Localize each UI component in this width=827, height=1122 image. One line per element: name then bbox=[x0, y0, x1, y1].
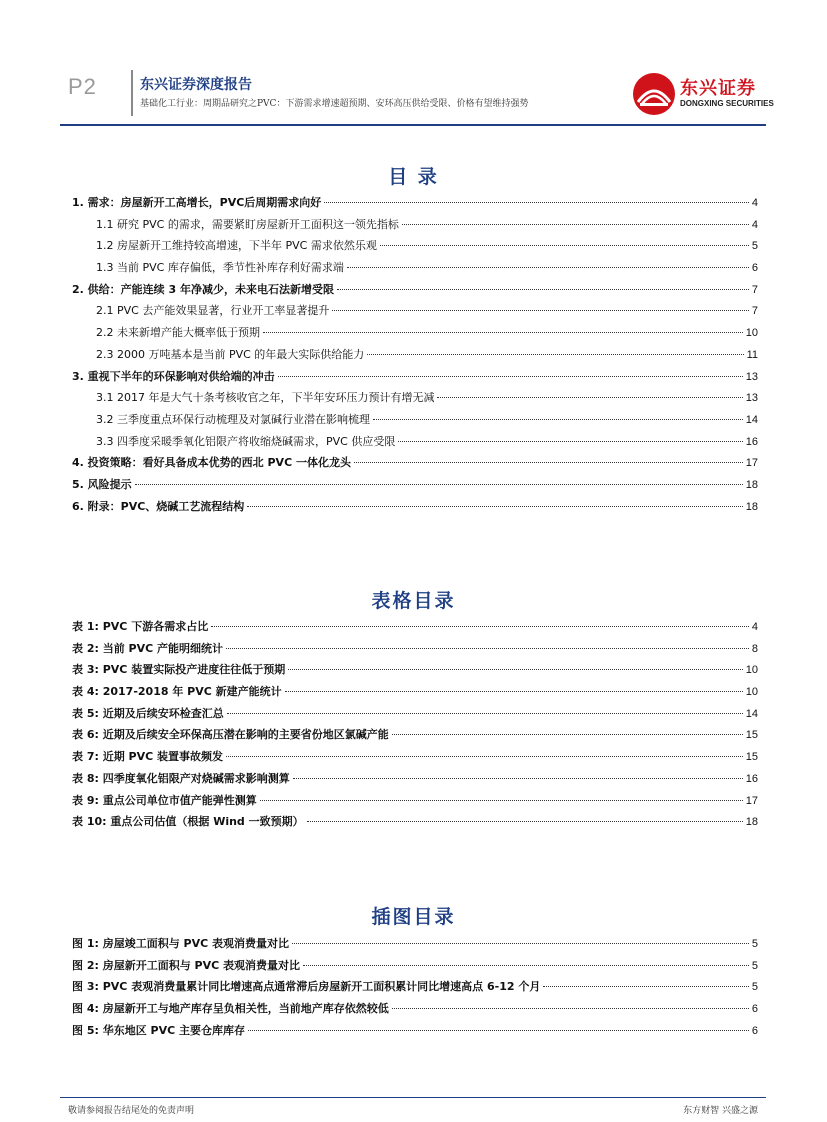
dot-leader bbox=[285, 691, 743, 692]
table-toc-entry-page: 10 bbox=[745, 686, 758, 699]
dot-leader bbox=[373, 419, 743, 420]
dot-leader bbox=[226, 756, 743, 757]
logo-mark-icon bbox=[632, 72, 676, 116]
figure-toc-entry-page: 5 bbox=[751, 938, 758, 950]
table-toc-entry-page: 16 bbox=[745, 772, 758, 785]
toc-entry[interactable] bbox=[72, 346, 758, 368]
dot-leader bbox=[135, 484, 743, 485]
table-toc-entry-text: 表 3: PVC 装置实际投产进度往往低于预期 bbox=[72, 663, 286, 677]
toc-entry[interactable] bbox=[72, 281, 758, 303]
dot-leader bbox=[437, 397, 742, 398]
toc-entry[interactable] bbox=[72, 259, 758, 281]
table-toc-entry-text: 表 6: 近期及后续安全环保高压潜在影响的主要省份地区氯碱产能 bbox=[72, 728, 389, 742]
toc-entry-page: 4 bbox=[751, 218, 758, 231]
toc-entry-text: 3. 重视下半年的环保影响对供给端的冲击 bbox=[72, 369, 275, 383]
toc-entry[interactable] bbox=[72, 368, 758, 390]
toc-entry[interactable] bbox=[72, 194, 758, 216]
toc-entry-text: 3.1 2017 年是大气十条考核收官之年，下半年安环压力预计有增无减 bbox=[96, 391, 435, 405]
figure-toc-entry[interactable] bbox=[72, 1000, 758, 1022]
tables-toc-title: 表格目录 bbox=[371, 590, 456, 612]
dot-leader bbox=[392, 1008, 749, 1009]
table-toc-entry-text: 表 7: 近期 PVC 装置事故频发 bbox=[72, 750, 224, 764]
toc-entry-text: 3.2 三季度重点环保行动梳理及对氯碱行业潜在影响梳理 bbox=[96, 412, 370, 426]
header-rule bbox=[60, 124, 766, 126]
dot-leader bbox=[247, 506, 742, 507]
dot-leader bbox=[392, 734, 743, 735]
figures-toc-title: 插图目录 bbox=[371, 906, 456, 928]
toc-entry-text: 5. 风险提示 bbox=[72, 477, 132, 491]
toc-entry-page: 11 bbox=[746, 348, 758, 361]
dot-leader bbox=[292, 943, 749, 944]
table-toc-entry[interactable] bbox=[72, 683, 758, 705]
figure-toc-entry-text: 图 3: PVC 表观消费量累计同比增速高点通常滞后房屋新开工面积累计同比增速高点 6-12 个月 bbox=[72, 980, 541, 994]
toc-entry-text: 2.2 未来新增产能大概率低于预期 bbox=[96, 326, 260, 340]
dot-leader bbox=[248, 1030, 749, 1031]
toc-entry-page: 18 bbox=[745, 478, 758, 491]
dot-leader bbox=[260, 800, 743, 801]
page-header bbox=[0, 0, 827, 130]
dot-leader bbox=[278, 376, 743, 377]
dot-leader bbox=[293, 778, 743, 779]
toc-entry-text: 2. 供给：产能连续 3 年净减少，未来电石法新增受限 bbox=[72, 282, 334, 296]
toc-entry-page: 7 bbox=[751, 283, 758, 296]
toc-entry[interactable] bbox=[72, 498, 758, 520]
table-toc-entry[interactable] bbox=[72, 726, 758, 748]
figure-toc-entry[interactable] bbox=[72, 935, 758, 957]
dot-leader bbox=[307, 821, 743, 822]
logo-text-en: DONGXING SECURITIES bbox=[680, 99, 774, 108]
table-toc-entry[interactable] bbox=[72, 770, 758, 792]
toc-entry-text: 2.1 PVC 去产能效果显著，行业开工率显著提升 bbox=[96, 304, 330, 318]
dot-leader bbox=[211, 626, 749, 627]
table-toc-entry-text: 表 4: 2017-2018 年 PVC 新建产能统计 bbox=[72, 685, 282, 699]
dot-leader bbox=[347, 267, 749, 268]
footer-rule bbox=[60, 1097, 766, 1098]
figure-toc-entry[interactable] bbox=[72, 957, 758, 979]
table-toc-entry-text: 表 10: 重点公司估值（根据 Wind 一致预期） bbox=[72, 815, 304, 829]
page-number: P2 bbox=[68, 74, 97, 99]
table-toc-entry-page: 4 bbox=[751, 621, 758, 633]
table-toc-entry[interactable] bbox=[72, 813, 758, 835]
dot-leader bbox=[324, 202, 749, 203]
toc-entry-page: 13 bbox=[745, 392, 758, 405]
table-toc-entry-page: 14 bbox=[745, 707, 758, 720]
footer-slogan: 东方财智 兴盛之源 bbox=[683, 1106, 758, 1116]
table-toc-entry-text: 表 1: PVC 下游各需求占比 bbox=[72, 620, 209, 633]
toc-entry-page: 13 bbox=[745, 370, 758, 383]
table-toc-entry-page: 8 bbox=[751, 642, 758, 655]
table-toc-entry-text: 表 9: 重点公司单位市值产能弹性测算 bbox=[72, 793, 257, 807]
toc-list bbox=[72, 194, 758, 519]
toc-entry-page: 17 bbox=[745, 457, 758, 470]
toc-entry-text: 4. 投资策略：看好具备成本优势的西北 PVC 一体化龙头 bbox=[72, 456, 351, 470]
report-subtitle: 基础化工行业：周期品研究之PVC：下游需求增速超预期、安环高压供给受限、价格有望维持强势 bbox=[140, 99, 529, 109]
dot-leader bbox=[227, 713, 743, 714]
toc-entry[interactable] bbox=[72, 302, 758, 324]
toc-entry-page: 18 bbox=[745, 500, 758, 513]
toc-entry[interactable] bbox=[72, 476, 758, 498]
figure-toc-entry-page: 5 bbox=[751, 981, 758, 994]
toc-entry[interactable] bbox=[72, 389, 758, 411]
toc-entry[interactable] bbox=[72, 216, 758, 238]
footer-disclaimer: 敬请参阅报告结尾处的免责声明 bbox=[68, 1106, 195, 1116]
toc-entry-text: 1.2 房屋新开工维持较高增速，下半年 PVC 需求依然乐观 bbox=[96, 239, 377, 253]
toc-entry-page: 10 bbox=[745, 327, 758, 340]
report-title: 东兴证券深度报告 bbox=[140, 77, 252, 93]
table-toc-entry[interactable] bbox=[72, 792, 758, 814]
figure-toc-entry-page: 5 bbox=[751, 959, 758, 972]
figure-toc-entry-text: 图 5: 华东地区 PVC 主要仓库库存 bbox=[72, 1023, 246, 1037]
figure-toc-entry-page: 6 bbox=[751, 1003, 758, 1016]
table-toc-entry[interactable] bbox=[72, 661, 758, 683]
dot-leader bbox=[226, 648, 749, 649]
logo-text-cn: 东兴证券 bbox=[680, 78, 756, 99]
table-toc-entry-text: 表 2: 当前 PVC 产能明细统计 bbox=[72, 641, 224, 655]
figure-toc-entry[interactable] bbox=[72, 1022, 758, 1044]
table-toc-entry-text: 表 5: 近期及后续安环检查汇总 bbox=[72, 706, 224, 720]
table-toc-entry-page: 17 bbox=[745, 794, 758, 807]
toc-entry[interactable] bbox=[72, 411, 758, 433]
dot-leader bbox=[332, 310, 749, 311]
dot-leader bbox=[303, 965, 749, 966]
toc-entry-text: 3.3 四季度采暖季氧化铝限产将收缩烧碱需求，PVC 供应受限 bbox=[96, 434, 396, 448]
dot-leader bbox=[543, 986, 749, 987]
toc-entry[interactable] bbox=[72, 324, 758, 346]
table-toc-entry-page: 10 bbox=[745, 664, 758, 677]
header-divider bbox=[131, 70, 133, 116]
toc-entry-text: 2.3 2000 万吨基本是当前 PVC 的年最大实际供给能力 bbox=[96, 347, 365, 361]
toc-entry-page: 4 bbox=[751, 197, 758, 209]
dot-leader bbox=[402, 224, 749, 225]
toc-entry-page: 16 bbox=[745, 435, 758, 448]
toc-entry[interactable] bbox=[72, 237, 758, 259]
table-toc-entry[interactable] bbox=[72, 748, 758, 770]
tables-toc-list bbox=[72, 618, 758, 835]
table-toc-entry-page: 18 bbox=[745, 816, 758, 829]
table-toc-entry[interactable] bbox=[72, 705, 758, 727]
dot-leader bbox=[367, 354, 743, 355]
dot-leader bbox=[380, 245, 749, 246]
figure-toc-entry-page: 6 bbox=[751, 1024, 758, 1037]
figure-toc-entry-text: 图 2: 房屋新开工面积与 PVC 表观消费量对比 bbox=[72, 958, 301, 972]
toc-entry-page: 6 bbox=[751, 262, 758, 275]
toc-entry-text: 1. 需求：房屋新开工高增长，PVC后周期需求向好 bbox=[72, 196, 322, 209]
toc-entry-text: 6. 附录：PVC、烧碱工艺流程结构 bbox=[72, 499, 245, 513]
figure-toc-entry-text: 图 1: 房屋竣工面积与 PVC 表观消费量对比 bbox=[72, 937, 290, 950]
table-toc-entry[interactable] bbox=[72, 640, 758, 662]
figure-toc-entry-text: 图 4: 房屋新开工与地产库存呈负相关性，当前地产库存依然较低 bbox=[72, 1002, 389, 1016]
figures-toc-list bbox=[72, 935, 758, 1043]
toc-entry[interactable] bbox=[72, 454, 758, 476]
toc-entry-text: 1.3 当前 PVC 库存偏低，季节性补库存利好需求端 bbox=[96, 261, 344, 275]
table-toc-entry-page: 15 bbox=[745, 751, 758, 764]
company-logo bbox=[632, 72, 772, 116]
toc-entry-page: 14 bbox=[745, 413, 758, 426]
table-toc-entry-text: 表 8: 四季度氧化铝限产对烧碱需求影响测算 bbox=[72, 771, 290, 785]
toc-entry[interactable] bbox=[72, 433, 758, 455]
figure-toc-entry[interactable] bbox=[72, 978, 758, 1000]
toc-entry-text: 1.1 研究 PVC 的需求，需要紧盯房屋新开工面积这一领先指标 bbox=[96, 217, 399, 231]
dot-leader bbox=[288, 669, 743, 670]
dot-leader bbox=[337, 289, 749, 290]
toc-title: 目 录 bbox=[388, 166, 439, 188]
dot-leader bbox=[263, 332, 743, 333]
table-toc-entry[interactable] bbox=[72, 618, 758, 640]
toc-entry-page: 7 bbox=[751, 305, 758, 318]
toc-entry-page: 5 bbox=[751, 240, 758, 253]
table-toc-entry-page: 15 bbox=[745, 729, 758, 742]
dot-leader bbox=[354, 462, 743, 463]
dot-leader bbox=[398, 441, 742, 442]
